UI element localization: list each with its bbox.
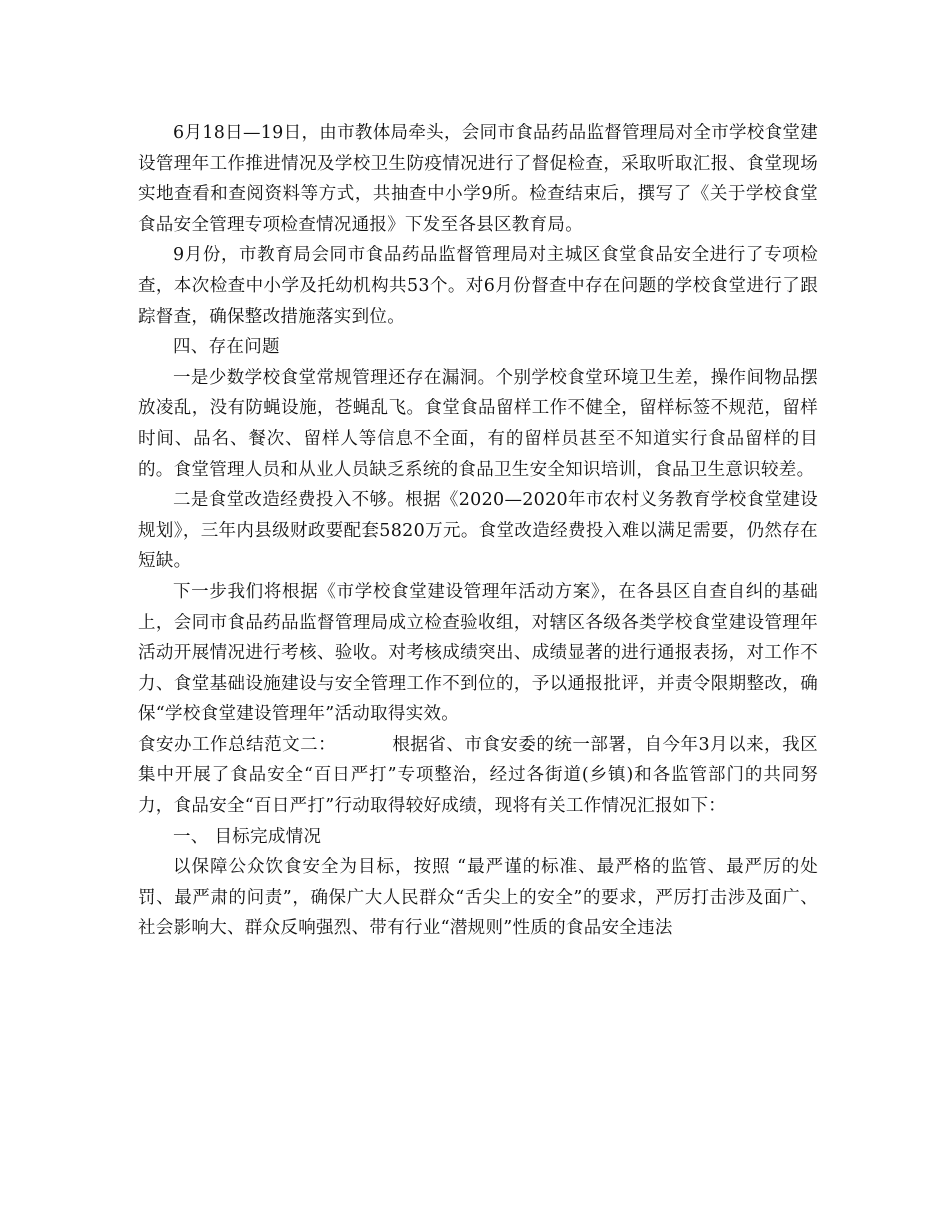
section-heading-problems: 四、存在问题 (173, 337, 280, 358)
section-two-title: 食安办工作总结范文二： (138, 734, 337, 755)
paragraph-next-steps: 下一步我们将根据《市学校食堂建设管理年活动方案》，在各县区自查自纠的基础上，会同市食品药品监督管理局成立检查验收组，对辖区各级各类学校食堂建设管理年活动开展情况进行考核、验收。对考核成绩突出、成绩显著的进行通报表扬，对工作不力、食堂基础设施建设与安全管理工作不到位的，予以通报批评，并责令限期整改，确保“学校食堂建设管理年”活动取得实效。 (138, 581, 818, 725)
paragraph-problem-one: 一是少数学校食堂常规管理还存在漏洞。个别学校食堂环境卫生差，操作间物品摆放凌乱，没有防蝇设施，苍蝇乱飞。食堂食品留样工作不健全，留样标签不规范，留样时间、品名、餐次、留样人等信息不全面，有的留样员甚至不知道实行食品留样的目的。食堂管理人员和从业人员缺乏系统的食品卫生安全知识培训，食品卫生意识较差。 (138, 367, 818, 480)
paragraph-problem-two: 二是食堂改造经费投入不够。根据《2020—2020年市农村义务教育学校食堂建设规划》，三年内县级财政要配套5820万元。食堂改造经费投入难以满足需要，仍然存在短缺。 (138, 490, 818, 572)
document-body (138, 118, 818, 944)
paragraph-goals: 以保障公众饮食安全为目标，按照 “最严谨的标准、最严格的监管、最严厉的处罚、最严肃的问责”，确保广大人民群众“舌尖上的安全”的要求，严厉打击涉及面广、社会影响大、群众反响强烈、带有行业“潜规则”性质的食品安全违法 (138, 857, 818, 939)
section-heading-goals: 一、 目标完成情况 (173, 826, 322, 847)
paragraph-june-inspection: 6月18日—19日，由市教体局牵头，会同市食品药品监督管理局对全市学校食堂建设管理年工作推进情况及学校卫生防疫情况进行了督促检查，采取听取汇报、食堂现场实地查看和查阅资料等方式，共抽查中小学9所。检查结束后，撰写了《关于学校食堂食品安全管理专项检查情况通报》下发至各县区教育局。 (138, 123, 818, 235)
paragraph-september-inspection: 9月份，市教育局会同市食品药品监督管理局对主城区食堂食品安全进行了专项检查，本次检查中小学及托幼机构共53个。对6月份督查中存在问题的学校食堂进行了跟踪督查，确保整改措施落实到位。 (138, 245, 818, 327)
section-two-intro-text: 根据省、市食安委的统一部署，自今年3月以来，我区集中开展了食品安全“百日严打”专项整治，经过各街道(乡镇)和各监管部门的共同努力，食品安全“百日严打”行动取得较好成绩，现将有关工作情况汇报如下： (138, 734, 818, 817)
paragraph-section-two-intro (138, 730, 818, 822)
